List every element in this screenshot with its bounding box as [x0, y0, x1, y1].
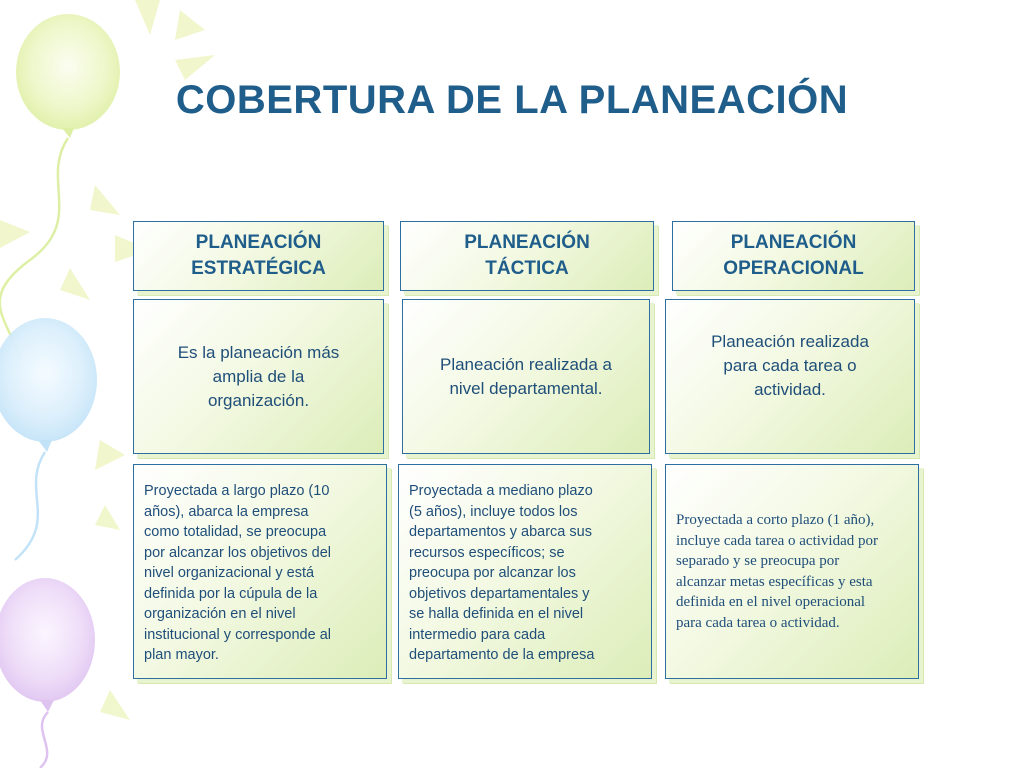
- detail-tactica: Proyectada a mediano plazo (5 años), incluye todos los departamentos y abarca sus recursos específicos; se preocupa por alcanzar los objetivos departamentales y se halla definida en el nivel intermedio para cada departamento de la empresa: [409, 483, 595, 663]
- description-estrategica: Es la planeación más amplia de la organización.: [177, 342, 340, 410]
- blue-balloon: [0, 318, 97, 560]
- heading-box-tactica: [400, 221, 654, 291]
- yellow-balloon: [0, 14, 120, 360]
- purple-balloon: [0, 578, 95, 768]
- heading-box-operacional: [672, 221, 915, 291]
- description-box-estrategica: [133, 299, 384, 454]
- detail-box-operacional: [665, 464, 919, 679]
- heading-estrategica: PLANEACIÓN ESTRATÉGICA: [191, 232, 326, 279]
- slide-title: COBERTURA DE LA PLANEACIÓN: [175, 78, 849, 122]
- heading-tactica: PLANEACIÓN TÁCTICA: [464, 232, 590, 279]
- detail-box-estrategica: [133, 464, 387, 679]
- detail-estrategica: Proyectada a largo plazo (10 años), abarca la empresa como totalidad, se preocupa por alcanzar los objetivos del nivel organizacional y está definida por la cúpula de la organización en el nivel institucional y corresponde al plan mayor.: [144, 483, 331, 663]
- description-tactica: Planeación realizada a nivel departamental.: [439, 354, 612, 398]
- description-box-tactica: [402, 299, 650, 454]
- heading-box-estrategica: [133, 221, 384, 291]
- description-operacional: Planeación realizada para cada tarea o actividad.: [711, 332, 869, 399]
- detail-operacional: Proyectada a corto plazo (1 año), incluye cada tarea o actividad por separado y se preocupa por alcanzar metas específicas y esta definida en el nivel operacional para cada tarea o actividad.: [676, 512, 878, 631]
- detail-box-tactica: [398, 464, 652, 679]
- heading-operacional: PLANEACIÓN OPERACIONAL: [723, 232, 864, 279]
- description-box-operacional: [665, 299, 915, 454]
